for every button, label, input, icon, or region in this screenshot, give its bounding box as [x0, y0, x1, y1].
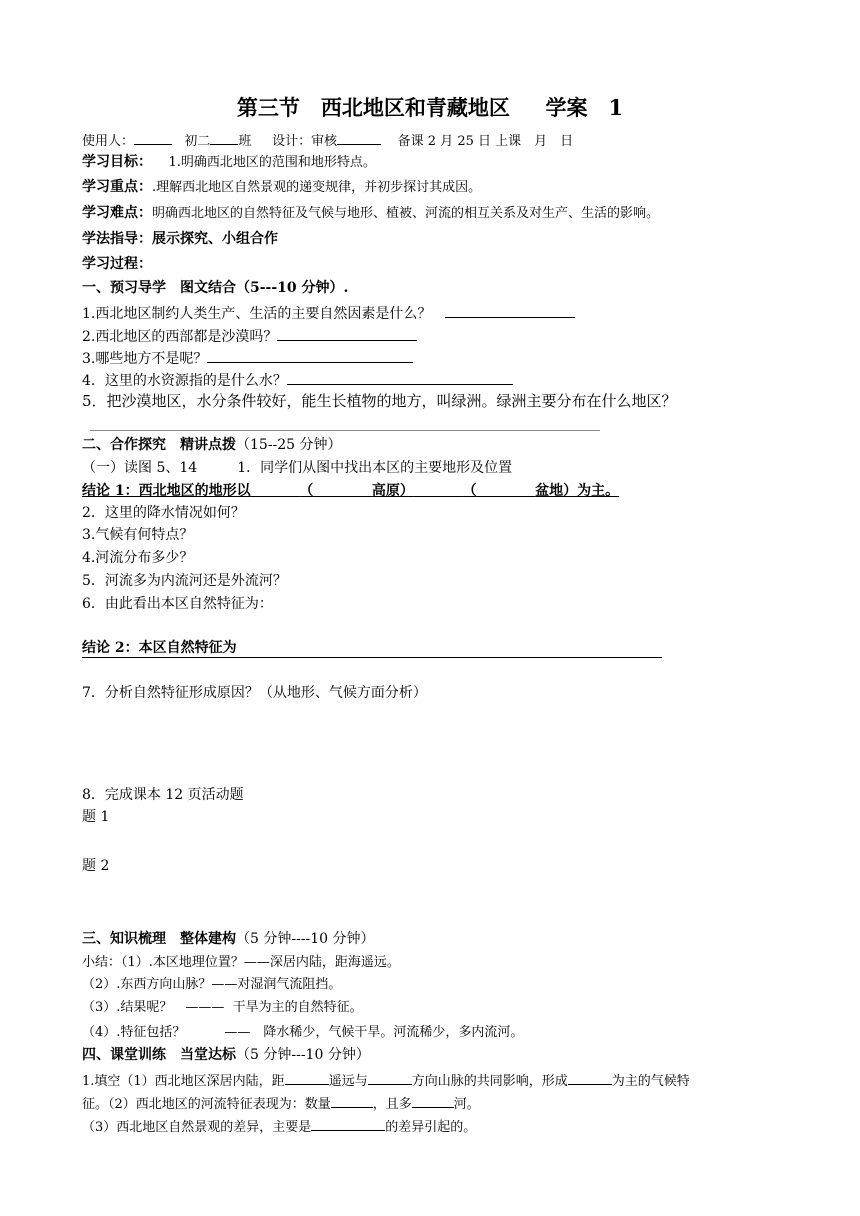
s4-f1d: 为主的气候特	[611, 1074, 690, 1089]
class-blank	[210, 130, 238, 145]
s4-f1c: 方向山脉的共同影响，形成	[411, 1074, 568, 1089]
class-suffix: 班	[238, 134, 252, 149]
conclusion1-paren-1: （	[299, 483, 314, 499]
s2-t2: 题 2	[82, 858, 110, 874]
section4-heading	[82, 1047, 370, 1064]
s4-f2c: 河。	[453, 1097, 480, 1112]
section1-heading: 一、预习导学 图文结合（5---10 分钟）.	[82, 280, 349, 296]
s4-f2a: 征。（2）西北地区的河流特征表现为：数量	[82, 1097, 331, 1112]
s1-q4-blank	[287, 370, 513, 385]
s3-l3: （3）.结果呢？ ——— 干旱为主的自然特征。	[82, 1000, 363, 1015]
s4-blank-6	[311, 1116, 385, 1131]
s4-f3b: 的差异引起的。	[385, 1120, 477, 1135]
s1-q3	[82, 348, 413, 368]
goal-text: 1.明确西北地区的范围和地形特点。	[168, 155, 376, 170]
conclusion1-paren-2: （	[462, 483, 477, 499]
s4-f1b: 遥远与	[328, 1074, 368, 1089]
s3-l1: 小结：（1）.本区地理位置？——深居内陆，距海遥远。	[82, 955, 400, 970]
s4-f1a: 1.填空（1）西北地区深居内陆，距	[82, 1074, 285, 1089]
conclusion1-pre: 结论 1：西北地区的地形以	[82, 483, 251, 499]
s4-blank-5	[412, 1093, 454, 1108]
section3-heading-text: 三、知识梳理 整体建构	[82, 931, 236, 947]
section3-heading-time: （5 分钟----10 分钟）	[236, 931, 375, 947]
conclusion1-mid: 高原）	[371, 483, 414, 499]
section2-heading-time: （15--25 分钟）	[236, 437, 342, 453]
method-line: 学法指导：展示探究、小组合作	[82, 231, 278, 247]
s4-blank-3	[568, 1070, 612, 1085]
difficult-line	[82, 205, 659, 222]
s2-q6: 6．由此看出本区自然特征为：	[82, 596, 273, 612]
s2-q2: 2．这里的降水情况如何？	[82, 505, 245, 521]
conclusion2-underline	[82, 657, 662, 658]
s1-q3-blank	[207, 348, 413, 363]
prep-date: 备课 2 月 25 日 上课 月 日	[397, 134, 574, 149]
s4-fill3	[82, 1116, 476, 1136]
s2-q5: 5．河流多为内流河还是外流河？	[82, 573, 287, 589]
s1-q4	[82, 370, 513, 390]
design-label: 设计：审核	[272, 134, 338, 149]
key-label: 学习重点：	[82, 179, 152, 195]
s1-q1-blank	[445, 303, 575, 318]
s2-q3: 3.气候有何特点？	[82, 527, 194, 543]
s3-l2: （2）.东西方向山脉？——对湿润气流阻挡。	[82, 977, 342, 992]
s3-l4: （4）.特征包括？ —— 降水稀少，气候干旱。河流稀少，多内流河。	[82, 1025, 524, 1040]
difficult-label: 学习难点：	[82, 205, 152, 221]
goal-line	[82, 154, 376, 171]
goal-label: 学习目标：	[82, 154, 152, 170]
design-blank	[337, 130, 381, 145]
section2-heading-text: 二、合作探究 精讲点拨	[82, 437, 236, 453]
s2-q8: 8．完成课本 12 页活动题	[82, 787, 244, 803]
user-blank	[134, 130, 172, 145]
meta-line	[82, 130, 573, 150]
conclusion1	[82, 483, 678, 500]
class-label: 初二	[184, 134, 211, 149]
s4-fill2	[82, 1093, 480, 1113]
s4-f3a: （3）西北地区自然景观的差异，主要是	[82, 1120, 312, 1135]
s4-blank-2	[368, 1070, 412, 1085]
s4-blank-1	[285, 1070, 329, 1085]
s4-fill1	[82, 1070, 690, 1090]
s1-q1	[82, 303, 575, 323]
s1-q2-blank	[277, 326, 417, 341]
conclusion2: 结论 2：本区自然特征为	[82, 640, 237, 656]
key-text: .理解西北地区自然景观的递变规律，并初步探讨其成因。	[152, 180, 482, 195]
section4-heading-text: 四、课堂训练 当堂达标	[82, 1047, 236, 1063]
section4-heading-time: （5 分钟---10 分钟）	[236, 1047, 370, 1063]
user-label: 使用人：	[82, 134, 135, 149]
s2-q4: 4.河流分布多少？	[82, 550, 194, 566]
s4-blank-4	[331, 1093, 373, 1108]
s2-t1: 题 1	[82, 809, 110, 825]
s2-q7: 7．分析自然特征形成原因？（从地形、气候方面分析）	[82, 685, 427, 701]
s2-sub1	[82, 460, 512, 477]
s4-f2b: ，且多	[372, 1097, 412, 1112]
s1-q1-text: 1.西北地区制约人类生产、生活的主要自然因素是什么？	[82, 306, 432, 322]
s1-q5-answer-line	[90, 430, 600, 431]
s1-q4-text: 4．这里的水资源指的是什么水？	[82, 373, 287, 389]
s1-q5: 5．把沙漠地区，水分条件较好，能生长植物的地方，叫绿洲。绿洲主要分布在什么地区？	[82, 392, 677, 410]
s2-sub1-read: （一）读图 5、14	[82, 460, 198, 476]
s2-sub1-task: 1．同学们从图中找出本区的主要地形及位置	[237, 460, 513, 476]
difficult-text: 明确西北地区的自然特征及气候与地形、植被、河流的相互关系及对生产、生活的影响。	[152, 206, 660, 221]
conclusion1-post: 盆地）为主。	[535, 483, 620, 499]
section3-heading	[82, 931, 375, 948]
page-title: 第三节 西北地区和青藏地区 学案 1	[236, 95, 624, 120]
s1-q2-text: 2.西北地区的西部都是沙漠吗？	[82, 329, 278, 345]
key-line	[82, 179, 481, 196]
s1-q3-text: 3.哪些地方不是呢？	[82, 351, 208, 367]
section2-heading	[82, 437, 342, 454]
process-line: 学习过程：	[82, 256, 152, 272]
s1-q2	[82, 326, 417, 346]
